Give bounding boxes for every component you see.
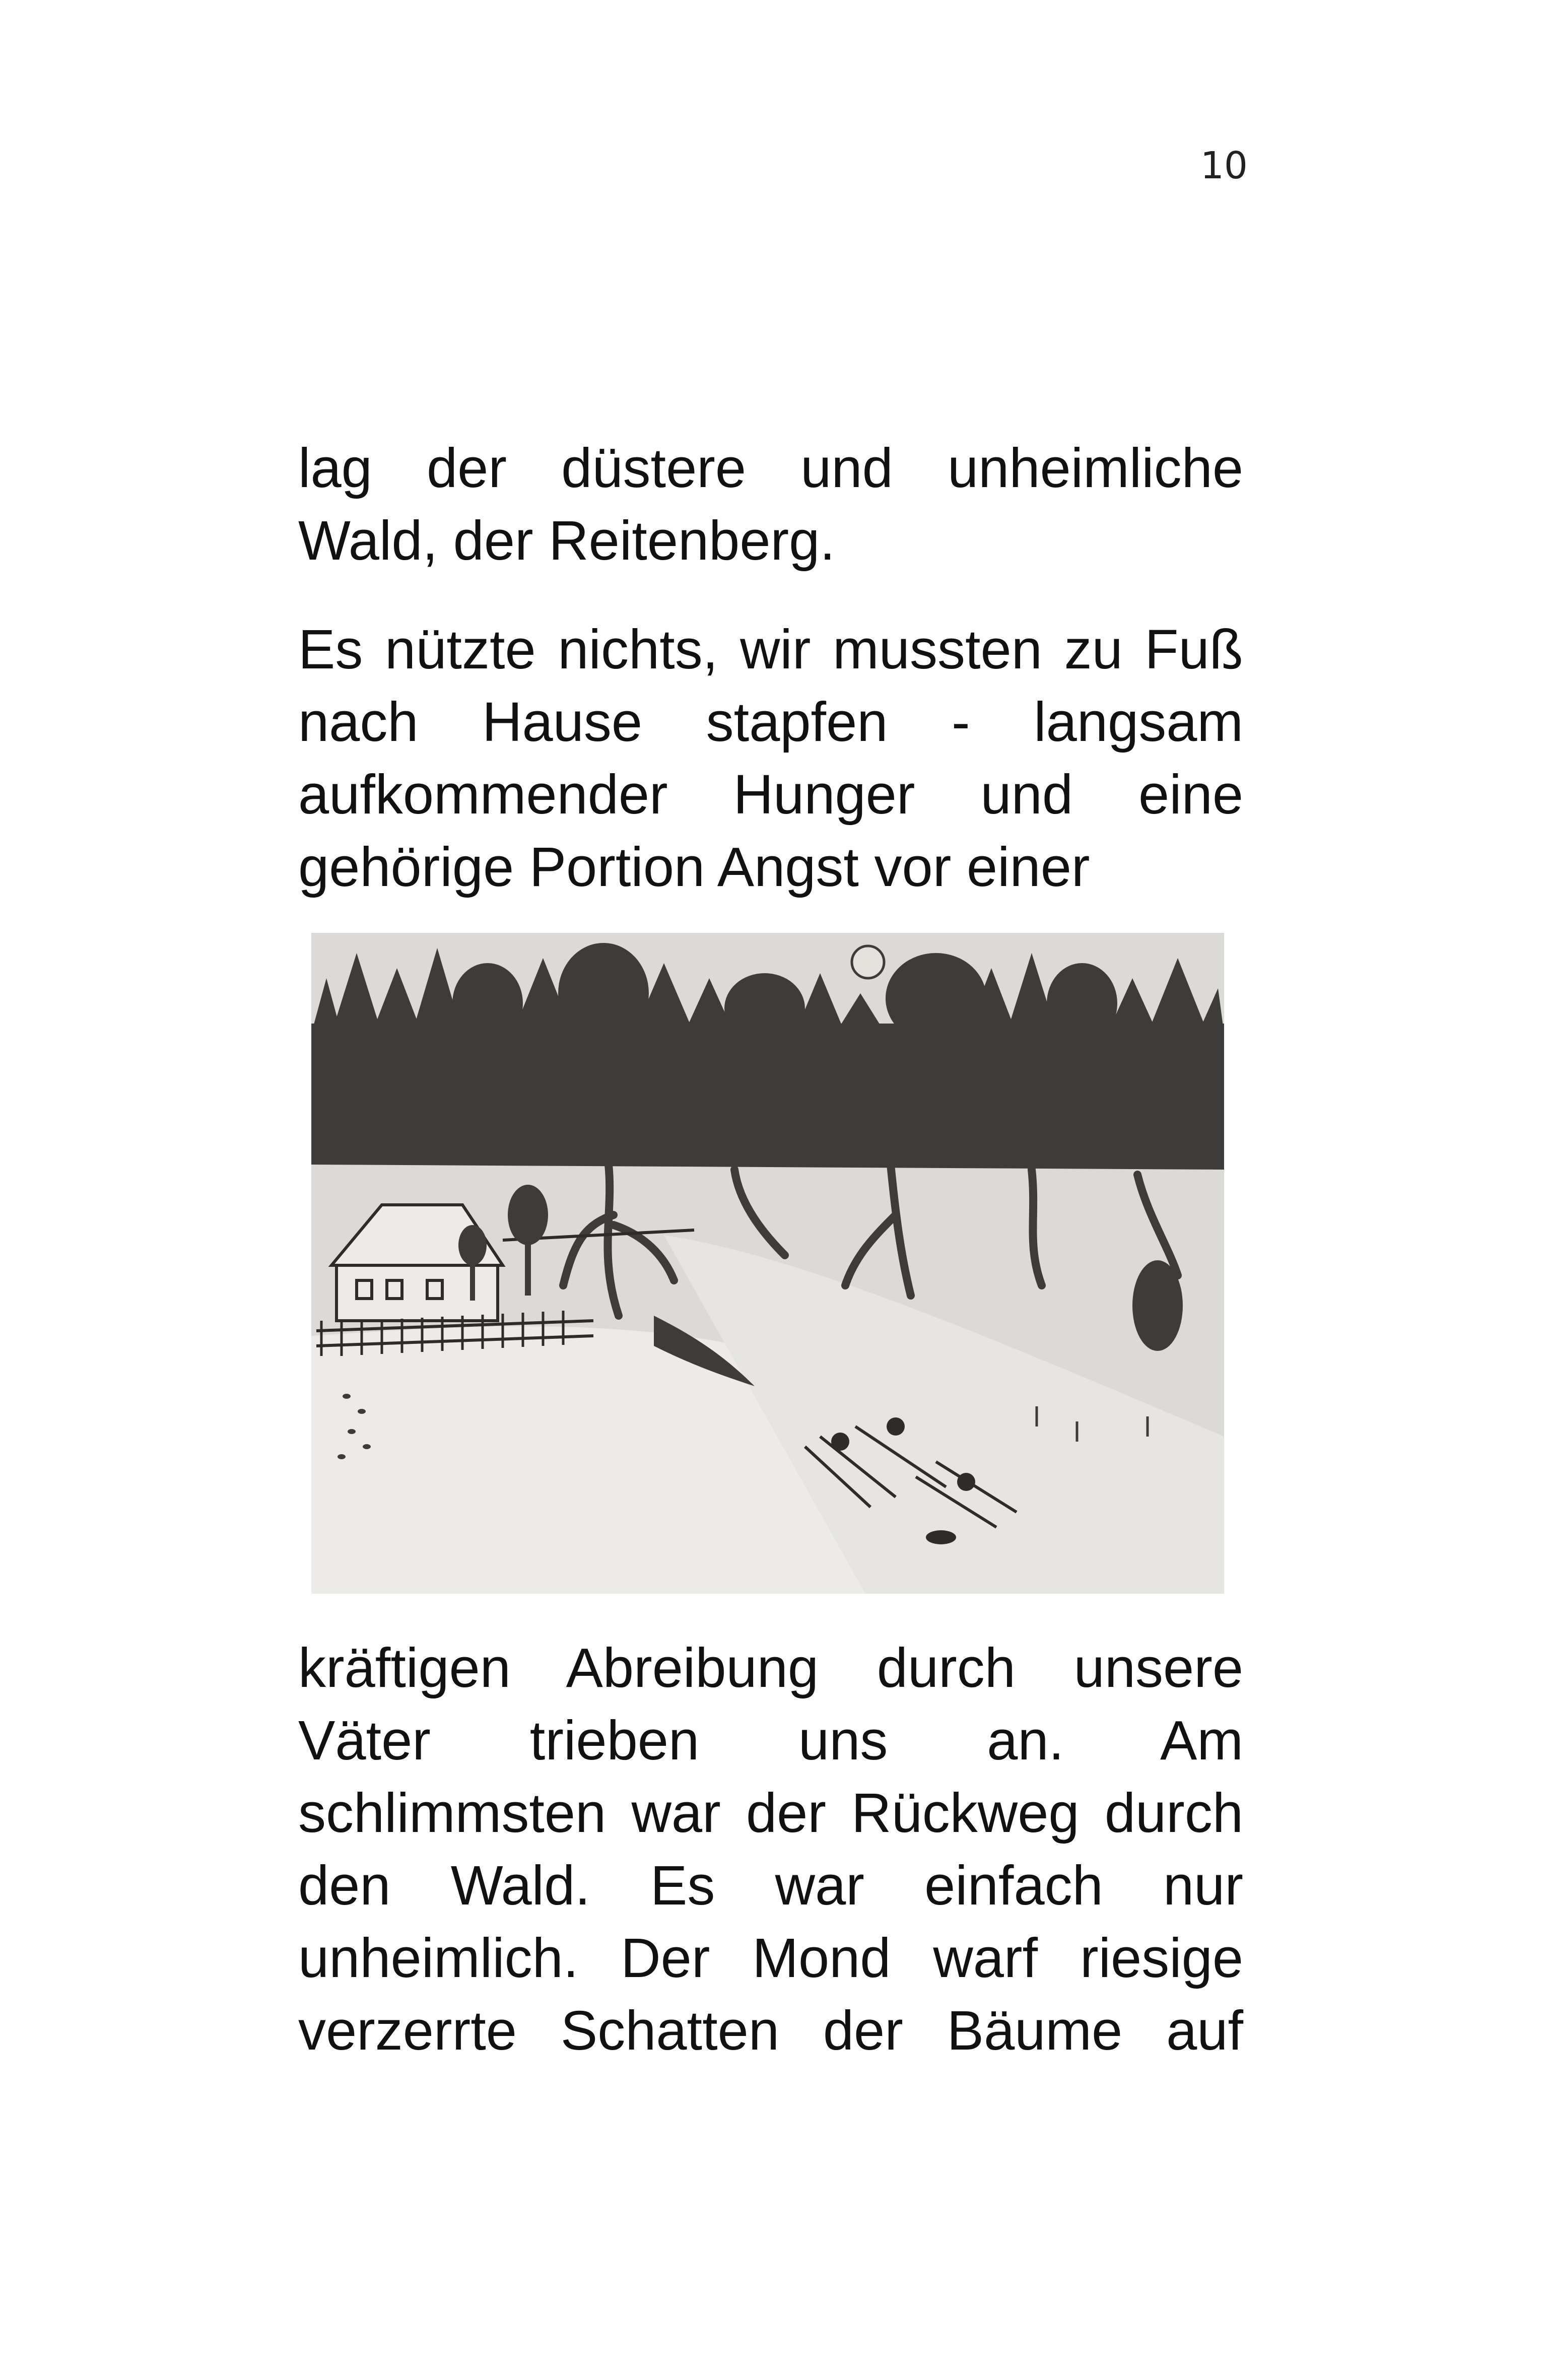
page-number: 10 — [1200, 144, 1248, 187]
text-line: den Wald. Es war einfach nur — [298, 1855, 1243, 1917]
forest-sledding-illustration — [311, 933, 1224, 1594]
paragraph-1 — [298, 432, 1243, 577]
text-line: schlimmsten war der Rückweg durch — [298, 1782, 1243, 1844]
text-line: unheimlich. Der Mond warf riesige — [298, 1927, 1243, 1989]
text-line: Wald, der Reitenberg. — [298, 510, 835, 572]
text-line: gehörige Portion Angst vor einer — [298, 836, 1090, 898]
paragraph-3 — [298, 1632, 1243, 2067]
text-line: Es nützte nichts, wir mussten zu Fuß — [298, 619, 1243, 681]
text-line: Väter trieben uns an. Am — [298, 1710, 1243, 1772]
text-line: aufkommender Hunger und eine — [298, 764, 1243, 826]
text-line: lag der düstere und unheimliche — [298, 437, 1243, 499]
paragraph-2 — [298, 614, 1243, 904]
text-line: verzerrte Schatten der Bäume auf — [298, 2000, 1243, 2062]
text-line: kräftigen Abreibung durch unsere — [298, 1637, 1243, 1699]
text-line: nach Hause stapfen - langsam — [298, 691, 1243, 753]
